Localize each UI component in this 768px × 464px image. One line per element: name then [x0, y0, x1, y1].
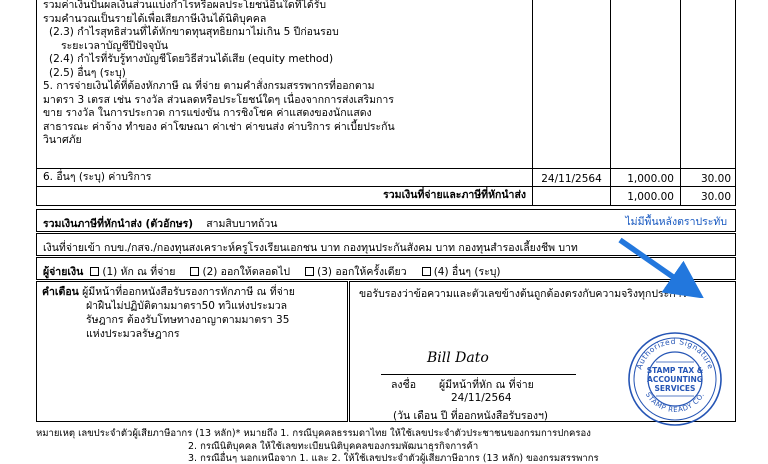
payer-checkbox-1[interactable]	[90, 267, 99, 276]
desc-line-1: รวมคำนวณเป็นรายได้เพื่อเสียภาษีเงินได้นิติบุคคล	[43, 12, 267, 25]
fund-payment-text: เงินที่จ่ายเข้า กบข./กสจ./กองทุนสงเคราะห์ครูโรงเรียนเอกชน บาท กองทุนประกันสังคม บาท กองทุนสำรองเลี้ยงชีพ บาท	[43, 242, 578, 254]
svg-text:SERVICES: SERVICES	[654, 384, 696, 393]
footnotes	[36, 428, 752, 464]
signed-label: ลงชื่อ	[391, 379, 416, 391]
total-in-words-bar	[36, 209, 736, 232]
certification-date-label: (วัน เดือน ปี ที่ออกหนังสือรับรองฯ)	[393, 410, 548, 422]
authorized-label: ผู้มีหน้าที่หัก ณ ที่จ่าย	[439, 379, 534, 391]
certification-heading: ขอรับรองว่าข้อความและตัวเลขข้างต้นถูกต้องตรงกับความจริงทุกประการ	[359, 288, 688, 300]
payer-option-3: (3) ออกให้ครั้งเดียว	[317, 266, 407, 278]
table-column-amount	[611, 0, 681, 205]
row6-amount: 1,000.00	[627, 173, 674, 185]
total-tax: 30.00	[700, 191, 731, 203]
payer-checkbox-2[interactable]	[190, 267, 199, 276]
desc-line-6: 5. การจ่ายเงินได้ที่ต้องหักภาษี ณ ที่จ่าย ตามคำสั่งกรมสรรพากรที่ออกตาม	[43, 80, 375, 92]
payer-option-1: (1) หัก ณ ที่จ่าย	[102, 266, 176, 278]
row6-date: 24/11/2564	[541, 173, 602, 185]
total-row-divider	[37, 186, 735, 187]
desc-line-5: (2.5) อื่นๆ (ระบุ)	[49, 66, 126, 79]
row6-tax: 30.00	[700, 173, 731, 185]
payer-checkbox-4[interactable]	[422, 267, 431, 276]
desc-line-2: (2.3) กำไรสุทธิส่วนที่ได้หักขาดทุนสุทธิยกมาไม่เกิน 5 ปีก่อนรอบ	[49, 26, 339, 38]
warning-title: คำเตือน	[42, 286, 79, 298]
svg-text:ACCOUNTING: ACCOUNTING	[647, 375, 703, 384]
stamp-note: ไม่มีพื้นหลังตราประทับ	[625, 216, 727, 228]
desc-line-4: (2.4) กำไรที่รับรู้ทางบัญชีโดยวิธีส่วนได้เสีย (equity method)	[49, 53, 334, 65]
footnote-1: หมายเหตุ เลขประจำตัวผู้เสียภาษีอากร (13 หลัก)* หมายถึง 1. กรณีบุคคลธรรมดาไทย ให้ใช้เลขประจำตัวประชาชนของกรมการปกครอง	[36, 428, 591, 439]
certification-date: 24/11/2564	[451, 392, 512, 404]
warning-line-1: ฝ่าฝืนไม่ปฏิบัติตามมาตรา50 ทวิแห่งประมวล	[86, 300, 288, 312]
desc-line-9: สาธารณะ ค่าจ้าง ทำของ ค่าโฆษณา ค่าเช่า ค่าขนส่ง ค่าบริการ ค่าเบี้ยประกัน	[43, 120, 395, 133]
table-column-date	[533, 0, 611, 205]
total-in-words-label: รวมเงินภาษีที่หักนำส่ง (ตัวอักษร)	[43, 218, 194, 230]
footnote-3: 3. กรณีอื่นๆ นอกเหนือจาก 1. และ 2. ให้ใช้เลขประจำตัวผู้เสียภาษีอากร (13 หลัก) ของกรมสรรพากร	[188, 453, 599, 464]
payer-option-2: (2) ออกให้ตลอดไป	[202, 266, 291, 278]
description-lines	[43, 0, 528, 148]
payer-label: ผู้จ่ายเงิน	[43, 266, 84, 278]
desc-line-10: วินาศภัย	[43, 134, 82, 146]
signature-area	[355, 308, 730, 422]
payer-checkbox-3[interactable]	[305, 267, 314, 276]
desc-line-7: มาตรา 3 เตรส เช่น รางวัล ส่วนลดหรือประโยชน์ใดๆ เนื่องจากการส่งเสริมการ	[43, 93, 394, 106]
payer-option-4: (4) อื่นๆ (ระบุ)	[433, 266, 501, 278]
desc-line-8: ขาย รางวัล ในการประกวด การแข่งขัน การชิงโชค ค่าแสดงของนักแสดง	[43, 107, 372, 119]
row6-divider	[37, 168, 735, 169]
payer-options-bar	[36, 257, 736, 280]
warning-line-3: แห่งประมวลรัษฎากร	[86, 328, 180, 340]
warning-box	[36, 281, 348, 422]
desc-line-0: รวมค่าเงินปันผลเงินส่วนแบ่งกำไรหรือผลประโยชน์อื่นใดที่ได้รับ	[43, 0, 327, 11]
total-row-label: รวมเงินที่จ่ายและภาษีที่หักนำส่ง	[383, 189, 526, 201]
signature-image: Bill Dato	[427, 350, 489, 366]
table-column-description	[37, 0, 533, 205]
stamp-graphic	[626, 330, 724, 428]
svg-text:STAMP READY CO.: STAMP READY CO.	[643, 390, 707, 415]
warning-line-0: ผู้มีหน้าที่ออกหนังสือรับรองการหักภาษี ณ ที่จ่าย	[82, 286, 295, 298]
certification-box	[349, 281, 736, 422]
signature-line	[381, 374, 576, 375]
fund-payment-bar	[36, 233, 736, 256]
row6-description: 6. อื่นๆ (ระบุ) ค่าบริการ	[43, 171, 152, 183]
total-in-words-value: สามสิบบาทถ้วน	[206, 218, 278, 230]
items-table	[36, 0, 736, 206]
svg-text:Authorized Signature: Authorized Signature	[634, 336, 716, 371]
total-amount: 1,000.00	[627, 191, 674, 203]
warning-line-2: รัษฎากร ต้องรับโทษทางอาญาตามมาตรา 35	[86, 314, 290, 326]
footnote-2: 2. กรณีนิติบุคคล ให้ใช้เลขทะเบียนนิติบุคคลของกรมพัฒนาธุรกิจการค้า	[188, 440, 479, 452]
company-stamp	[626, 330, 724, 428]
table-column-tax	[681, 0, 737, 205]
desc-line-3: ระยะเวลาบัญชีปีปัจจุบัน	[61, 39, 169, 52]
svg-text:STAMP TAX &: STAMP TAX &	[646, 366, 704, 375]
